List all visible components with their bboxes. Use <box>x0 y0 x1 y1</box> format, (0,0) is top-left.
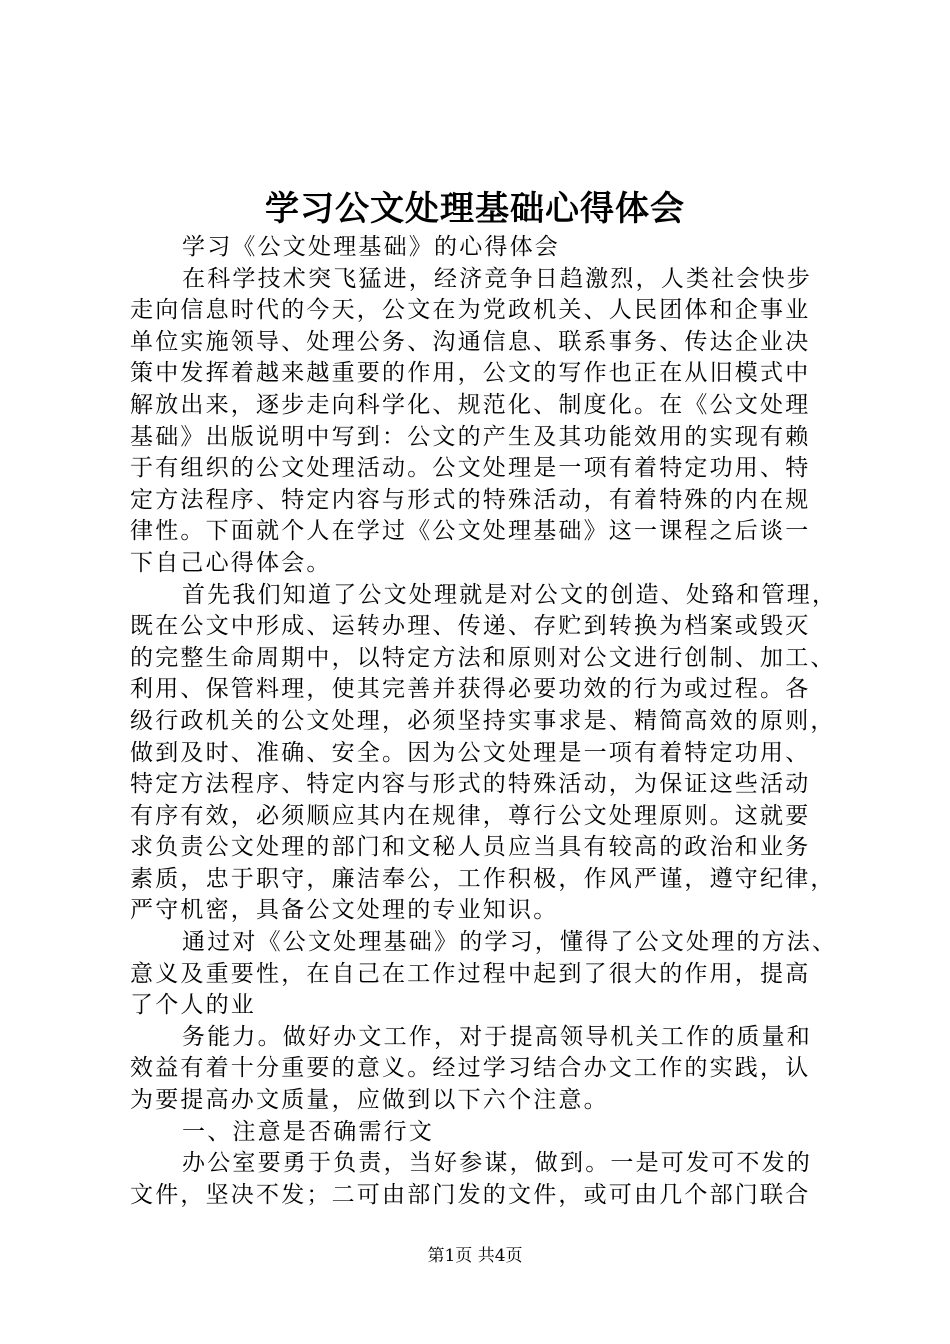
text-line: 务能力。做好办文工作，对于提高领导机关工作的质量和 <box>182 1023 812 1050</box>
text-line: 效益有着十分重要的意义。经过学习结合办文工作的实践，认 <box>130 1055 811 1082</box>
text-line: 级行政机关的公文处理，必须坚持实事求是、精简高效的原则， <box>130 707 836 734</box>
text-line: 求负责公文处理的部门和文秘人员应当具有较高的政治和业务 <box>130 834 811 861</box>
text-line: 了个人的业 <box>130 992 256 1019</box>
text-line: 办公室要勇于负责，当好参谋，做到。一是可发可不发的 <box>182 1150 812 1177</box>
text-line: 一、注意是否确需行文 <box>182 1118 434 1145</box>
page-number-footer: 第1页 共4页 <box>427 1246 523 1266</box>
text-line: 在科学技术突飞猛进，经济竞争日趋激烈，人类社会快步 <box>182 265 812 292</box>
text-line: 首先我们知道了公文处理就是对公文的创造、处臵和管理， <box>182 581 838 608</box>
text-line: 解放出来，逐步走向科学化、规范化、制度化。在《公文处理 <box>130 391 811 418</box>
text-line: 素质，忠于职守，廉洁奉公，工作积极，作风严谨，遵守纪律， <box>130 865 836 892</box>
text-line: 特定方法程序、特定内容与形式的特殊活动，为保证这些活动 <box>130 771 811 798</box>
text-line: 下自己心得体会。 <box>130 549 332 576</box>
text-line: 于有组织的公文处理活动。公文处理是一项有着特定功用、特 <box>130 455 811 482</box>
text-line: 单位实施领导、处理公务、沟通信息、联系事务、传达企业决 <box>130 328 811 355</box>
text-line: 走向信息时代的今天，公文在为党政机关、人民团体和企事业 <box>130 297 811 324</box>
text-line: 严守机密，具备公文处理的专业知识。 <box>130 897 559 924</box>
text-line: 律性。下面就个人在学过《公文处理基础》这一课程之后谈一 <box>130 518 811 545</box>
text-line: 的完整生命周期中，以特定方法和原则对公文进行创制、加工、 <box>130 644 836 671</box>
text-line: 既在公文中形成、运转办理、传递、存贮到转换为档案或毁灭 <box>130 613 811 640</box>
text-line: 做到及时、准确、安全。因为公文处理是一项有着特定功用、 <box>130 739 811 766</box>
text-line: 意义及重要性，在自己在工作过程中起到了很大的作用，提高 <box>130 960 811 987</box>
text-line: 为要提高办文质量，应做到以下六个注意。 <box>130 1087 609 1114</box>
document-body <box>130 232 850 1211</box>
text-line: 基础》出版说明中写到：公文的产生及其功能效用的实现有赖 <box>130 423 811 450</box>
text-line: 策中发挥着越来越重要的作用，公文的写作也正在从旧模式中 <box>130 360 811 387</box>
text-line: 文件，坚决不发；二可由部门发的文件，或可由几个部门联合 <box>130 1181 811 1208</box>
document-title: 学习公文处理基础心得体会 <box>265 189 685 229</box>
text-line: 学习《公文处理基础》的心得体会 <box>182 234 560 260</box>
text-line: 有序有效，必须顺应其内在规律，尊行公文处理原则。这就要 <box>130 802 811 829</box>
text-line: 利用、保管料理，使其完善并获得必要功效的行为或过程。各 <box>130 676 811 703</box>
text-line: 定方法程序、特定内容与形式的特殊活动，有着特殊的内在规 <box>130 486 811 513</box>
text-line: 通过对《公文处理基础》的学习，懂得了公文处理的方法、 <box>182 929 838 956</box>
